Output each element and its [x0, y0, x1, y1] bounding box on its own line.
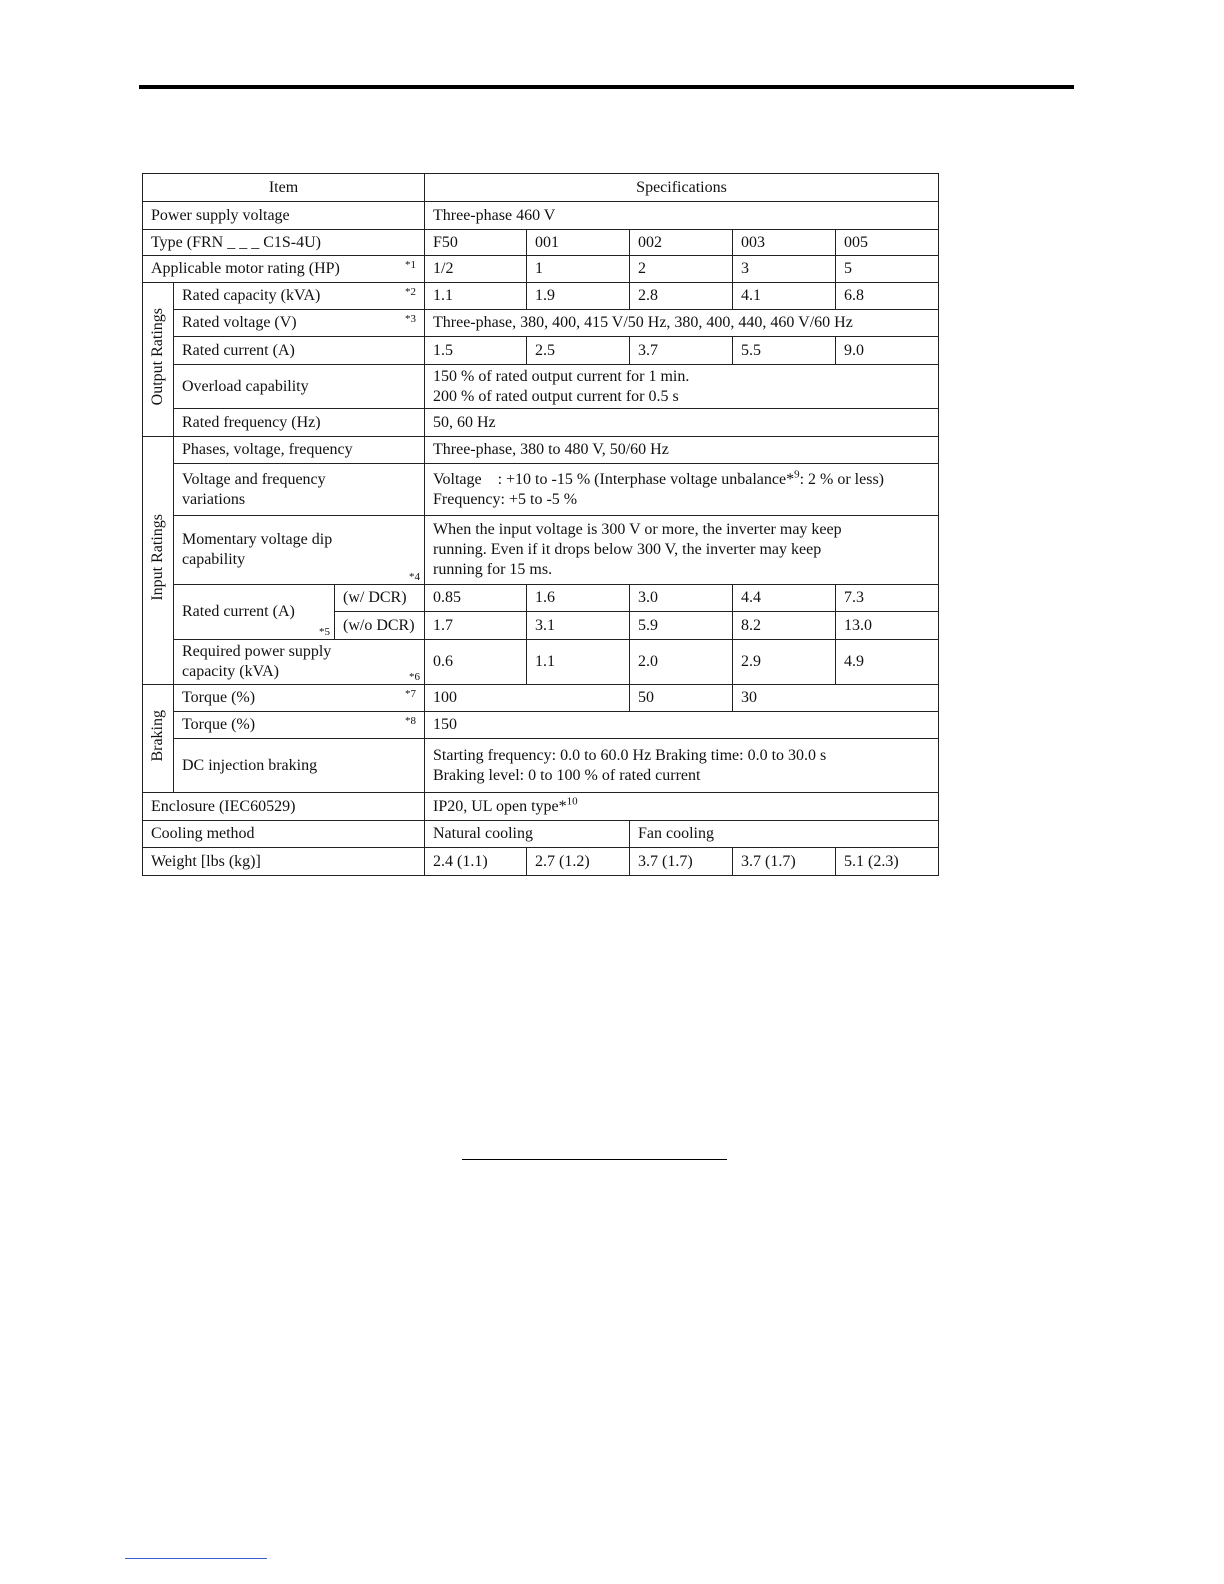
footnote-marker: *7	[405, 688, 416, 700]
type-value: F50	[425, 230, 527, 256]
output-voltage-label: Rated voltage (V) *3	[174, 310, 425, 337]
dcr-value: 3.0	[630, 585, 733, 612]
braking-torque-value: 50	[630, 685, 733, 712]
power-supply-label: Power supply voltage	[143, 202, 425, 230]
capacity-value: 2.8	[630, 283, 733, 310]
dcr-value: 0.85	[425, 585, 527, 612]
without-dcr-label: (w/o DCR)	[335, 612, 425, 640]
braking-torque-label: Torque (%) *7	[174, 685, 425, 712]
dc-braking-value: Starting frequency: 0.0 to 60.0 Hz Braking time: 0.0 to 30.0 s Braking level: 0 to 100 % of rated current	[425, 739, 939, 793]
header-item: Item	[143, 174, 425, 202]
weight-value: 2.7 (1.2)	[527, 848, 630, 876]
weight-value: 5.1 (2.3)	[836, 848, 939, 876]
capacity-value: 6.8	[836, 283, 939, 310]
supply-value: 2.0	[630, 640, 733, 685]
nodcr-value: 1.7	[425, 612, 527, 640]
motor-label: Applicable motor rating (HP) *1	[143, 256, 425, 283]
dcr-value: 7.3	[836, 585, 939, 612]
weight-value: 2.4 (1.1)	[425, 848, 527, 876]
cooling-label: Cooling method	[143, 821, 425, 848]
cooling-fan: Fan cooling	[630, 821, 939, 848]
overload-value	[425, 365, 939, 409]
enclosure-row	[143, 793, 939, 821]
footnote-marker: *1	[405, 259, 416, 271]
nodcr-value: 3.1	[527, 612, 630, 640]
output-current-value: 5.5	[733, 337, 836, 365]
output-frequency-value: 50, 60 Hz	[425, 409, 939, 437]
input-phases-row	[143, 437, 939, 464]
overload-label: Overload capability	[174, 365, 425, 409]
dcr-value: 4.4	[733, 585, 836, 612]
braking-torque-value: 100	[425, 685, 630, 712]
header-specifications: Specifications	[425, 174, 939, 202]
cooling-natural: Natural cooling	[425, 821, 630, 848]
motor-value: 1	[527, 256, 630, 283]
output-current-value: 1.5	[425, 337, 527, 365]
type-row	[143, 230, 939, 256]
enclosure-label: Enclosure (IEC60529)	[143, 793, 425, 821]
input-current-dcr-row	[143, 585, 939, 612]
dc-braking-row	[143, 739, 939, 793]
footnote-marker: *2	[405, 286, 416, 298]
power-supply-row	[143, 202, 939, 230]
input-variations-label: Voltage and frequency variations	[174, 464, 425, 516]
supply-value: 0.6	[425, 640, 527, 685]
output-current-label: Rated current (A)	[174, 337, 425, 365]
nodcr-value: 13.0	[836, 612, 939, 640]
nodcr-value: 8.2	[733, 612, 836, 640]
input-phases-label: Phases, voltage, frequency	[174, 437, 425, 464]
overload-row	[143, 365, 939, 409]
supply-value: 4.9	[836, 640, 939, 685]
overload-line: 200 % of rated output current for 0.5 s	[433, 387, 679, 405]
braking-torque2-row	[143, 712, 939, 739]
motor-value: 5	[836, 256, 939, 283]
motor-value: 3	[733, 256, 836, 283]
capacity-value: 1.1	[425, 283, 527, 310]
supply-capacity-row	[143, 640, 939, 685]
power-supply-value: Three-phase 460 V	[425, 202, 939, 230]
voltage-dip-value: When the input voltage is 300 V or more, the inverter may keep running. Even if it drops below 300 V, the inverter may keep running for 15 ms.	[425, 516, 939, 585]
output-ratings-group: Output Ratings	[143, 283, 174, 437]
type-value: 001	[527, 230, 630, 256]
header-rule	[139, 85, 1074, 89]
output-capacity-label: Rated capacity (kVA) *2	[174, 283, 425, 310]
footnote-marker: *6	[409, 671, 420, 683]
weight-value: 3.7 (1.7)	[630, 848, 733, 876]
input-variations-row	[143, 464, 939, 516]
braking-torque-row	[143, 685, 939, 712]
cooling-row	[143, 821, 939, 848]
weight-row	[143, 848, 939, 876]
output-frequency-row	[143, 409, 939, 437]
type-value: 002	[630, 230, 733, 256]
input-variations-value: Voltage : +10 to -15 % (Interphase voltage unbalance*$^9$: 2 % or less) Frequency: +5 to -5 %	[425, 464, 939, 516]
output-frequency-label: Rated frequency (Hz)	[174, 409, 425, 437]
motor-value: 1/2	[425, 256, 527, 283]
input-ratings-group: Input Ratings	[143, 437, 174, 685]
footnote-marker: *5	[319, 626, 330, 638]
voltage-dip-label: Momentary voltage dip capability *4	[174, 516, 425, 585]
weight-value: 3.7 (1.7)	[733, 848, 836, 876]
input-phases-value: Three-phase, 380 to 480 V, 50/60 Hz	[425, 437, 939, 464]
output-current-value: 9.0	[836, 337, 939, 365]
supply-value: 2.9	[733, 640, 836, 685]
type-value: 005	[836, 230, 939, 256]
output-voltage-value: Three-phase, 380, 400, 415 V/50 Hz, 380, 400, 440, 460 V/60 Hz	[425, 310, 939, 337]
with-dcr-label: (w/ DCR)	[335, 585, 425, 612]
output-current-row	[143, 337, 939, 365]
specifications-table	[142, 173, 939, 876]
braking-torque2-value: 150	[425, 712, 939, 739]
supply-value: 1.1	[527, 640, 630, 685]
output-capacity-row	[143, 283, 939, 310]
enclosure-value: IP20, UL open type*$^{10}$	[425, 793, 939, 821]
footnote-marker: *3	[405, 313, 416, 325]
braking-group: Braking	[143, 685, 174, 793]
dcr-value: 1.6	[527, 585, 630, 612]
supply-capacity-label: Required power supply capacity (kVA) *6	[174, 640, 425, 685]
footnote-marker: *8	[405, 715, 416, 727]
separator-rule	[462, 1159, 727, 1160]
braking-torque2-label: Torque (%) *8	[174, 712, 425, 739]
braking-torque-value: 30	[733, 685, 939, 712]
header-row	[143, 174, 939, 202]
motor-row	[143, 256, 939, 283]
capacity-value: 4.1	[733, 283, 836, 310]
type-label: Type (FRN _ _ _ C1S-4U)	[143, 230, 425, 256]
overload-line: 150 % of rated output current for 1 min.	[433, 367, 690, 385]
nodcr-value: 5.9	[630, 612, 733, 640]
output-current-value: 3.7	[630, 337, 733, 365]
input-current-label: Rated current (A) *5	[174, 585, 335, 640]
voltage-dip-row	[143, 516, 939, 585]
weight-label: Weight [lbs (kg)]	[143, 848, 425, 876]
dc-braking-label: DC injection braking	[174, 739, 425, 793]
footnote-link-rule	[125, 1558, 267, 1559]
motor-value: 2	[630, 256, 733, 283]
capacity-value: 1.9	[527, 283, 630, 310]
output-current-value: 2.5	[527, 337, 630, 365]
output-voltage-row	[143, 310, 939, 337]
footnote-marker: *4	[409, 571, 420, 583]
type-value: 003	[733, 230, 836, 256]
